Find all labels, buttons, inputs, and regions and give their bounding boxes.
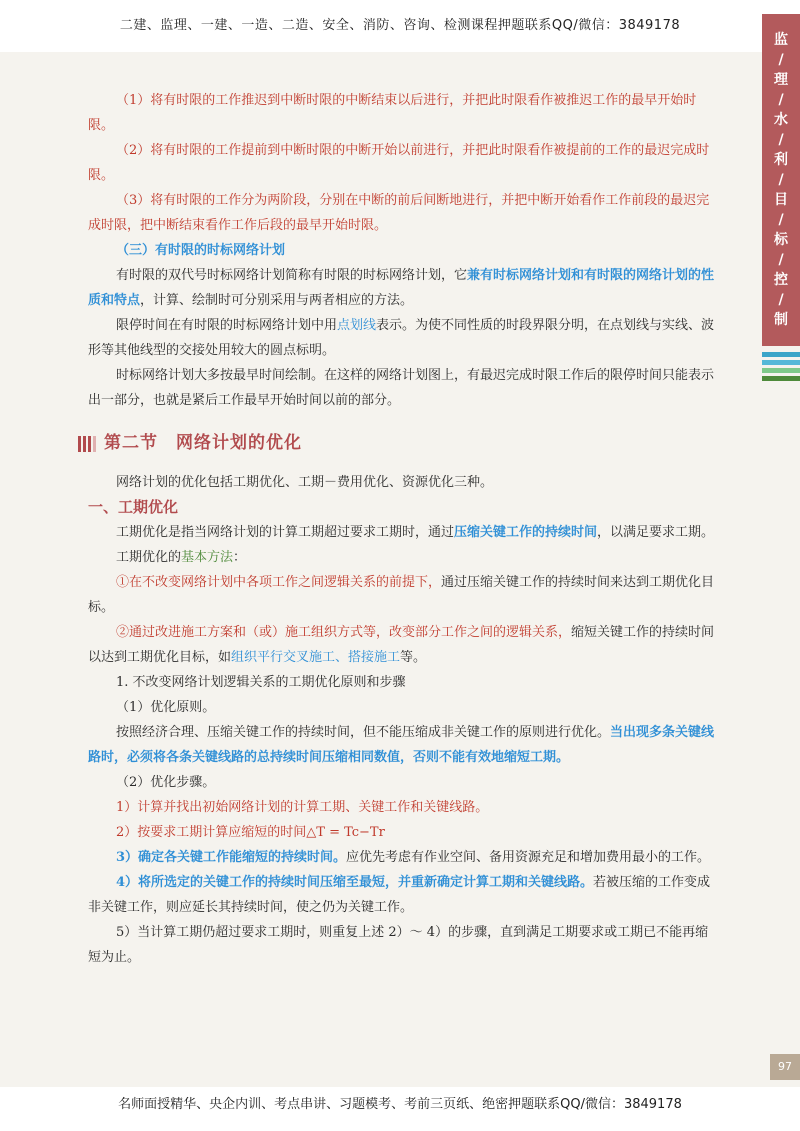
- highlight-text: 压缩关键工作的持续时间: [454, 525, 598, 540]
- paragraph-5: [88, 313, 720, 363]
- paragraph-15: （2）优化步骤。: [116, 775, 216, 790]
- text-run: ，以满足要求工期。: [597, 525, 715, 540]
- text-run: 工期优化的: [116, 550, 182, 565]
- text-run: 若被压缩的工作变成非关键工作，则应延长其持续时间，使之仍为关键工作。: [88, 875, 711, 915]
- text-run: 等。: [400, 650, 427, 665]
- paragraph-1: （1）将有时限的工作推迟到中断时限的中断结束以后进行，并把此时限看作被推迟工作的最早开始时限。: [88, 93, 697, 133]
- side-color-bar: [762, 376, 800, 381]
- side-tab-char: /: [778, 292, 784, 308]
- top-banner: [0, 0, 800, 52]
- highlight-text: 兼有时标网络计划和有时限的网络计划的性质和特点: [88, 268, 715, 308]
- paragraph-6: 时标网络计划大多按最早时间绘制。在这样的网络计划图上，有最迟完成时限工作后的限停时间只能表示出一部分，也就是紧后工作最早开始时间以前的部分。: [88, 368, 715, 408]
- highlight-text: 点划线: [337, 318, 377, 333]
- highlight-text: ①在不改变网络计划中各项工作之间逻辑关系的前提下，: [116, 575, 442, 590]
- bottom-banner: [0, 1087, 800, 1131]
- paragraph-11: [88, 620, 720, 670]
- side-tab-char: 制: [774, 312, 788, 328]
- paragraph-9: [88, 545, 720, 570]
- highlight-text: 基本方法: [181, 550, 234, 565]
- paragraph-12: 1. 不改变网络计划逻辑关系的工期优化原则和步骤: [116, 675, 406, 690]
- side-tab-char: /: [778, 92, 784, 108]
- paragraph-4: [88, 263, 720, 313]
- side-tab-char: /: [778, 172, 784, 188]
- side-tab-char: /: [778, 132, 784, 148]
- side-tab-char: /: [778, 252, 784, 268]
- text-run: 按照经济合理、压缩关键工作的持续时间，但不能压缩成非关键工作的原则进行优化。: [116, 725, 611, 740]
- side-color-bar: [762, 352, 800, 357]
- side-tab-char: 监: [774, 32, 788, 48]
- highlight-text: 当出现多条关键线路时，必须将各条关键线路的总持续时间压缩相同数值，否则不能有效地缩短工期。: [88, 725, 715, 765]
- subheading-timed-network: （三）有时限的时标网络计划: [116, 243, 286, 258]
- text-run: 工期优化是指当网络计划的计算工期超过要求工期时，通过: [116, 525, 455, 540]
- side-tab-char: 水: [774, 112, 788, 128]
- text-run: ，计算、绘制时可分别采用与两者相应的方法。: [140, 293, 414, 308]
- paragraph-17: 2）按要求工期计算应缩短的时间△T = Tc−Tr: [116, 825, 385, 840]
- text-run: 限停时间在有时限的时标网络计划中用: [116, 318, 338, 333]
- side-color-bar: [762, 368, 800, 373]
- paragraph-18: [88, 845, 720, 870]
- side-tab-char: /: [778, 212, 784, 228]
- bottom-banner-text: 名师面授精华、央企内训、考点串讲、习题模考、考前三页纸、绝密押题联系QQ/微信：3849178: [118, 1097, 682, 1112]
- side-tab-char: 目: [774, 192, 788, 208]
- paragraph-19: [88, 870, 720, 920]
- text-run: ：: [233, 550, 247, 565]
- side-tab-char: 控: [774, 272, 788, 288]
- text-run: 表示。为使不同性质的时段界限分明，在点划线与实线、波形等其他线型的交接处用较大的圆点标明。: [88, 318, 715, 358]
- section-title: 第二节 网络计划的优化: [104, 433, 302, 453]
- highlight-text: 4）将所选定的关键工作的持续时间压缩至最短，并重新确定计算工期和关键线路。: [116, 875, 594, 890]
- side-tab-char: /: [778, 52, 784, 68]
- page-number: 97: [770, 1054, 800, 1080]
- side-tab-char: 标: [774, 232, 788, 248]
- paragraph-8: [88, 520, 720, 545]
- paragraph-7: 网络计划的优化包括工期优化、工期－费用优化、资源优化三种。: [116, 475, 494, 490]
- main-content: [88, 88, 720, 970]
- paragraph-16: 1）计算并找出初始网络计划的计算工期、关键工作和关键线路。: [116, 800, 489, 815]
- side-color-bars: [762, 352, 800, 384]
- highlight-text: 3）确定各关键工作能缩短的持续时间。: [116, 850, 347, 865]
- paragraph-13: （1）优化原则。: [116, 700, 216, 715]
- side-tab-char: 理: [774, 72, 788, 88]
- side-chapter-tab: [762, 14, 800, 346]
- side-color-bar: [762, 360, 800, 365]
- text-run: 应优先考虑有作业空间、备用资源充足和增加费用最小的工作。: [346, 850, 711, 865]
- highlight-text: 组织平行交叉施工、搭接施工: [231, 650, 401, 665]
- text-run: 通过压缩关键工作的持续时间来达到工期优化目标。: [88, 575, 715, 615]
- paragraph-3: （3）将有时限的工作分为两阶段，分别在中断的前后间断地进行，并把中断开始看作工作前段的最迟完成时限，把中断结束看作工作后段的最早开始时限。: [88, 193, 710, 233]
- paragraph-14: [88, 720, 720, 770]
- text-run: 缩短关键工作的持续时间以达到工期优化目标，如: [88, 625, 715, 665]
- side-tab-char: 利: [774, 152, 788, 168]
- section-heading: [78, 431, 720, 456]
- top-banner-text: 二建、监理、一建、一造、二造、安全、消防、咨询、检测课程押题联系QQ/微信：3849178: [119, 18, 681, 33]
- section-bars-icon: [78, 436, 96, 452]
- highlight-text: ②通过改进施工方案和（或）施工组织方式等，改变部分工作之间的逻辑关系，: [116, 625, 572, 640]
- text-run: 有时限的双代号时标网络计划简称有时限的时标网络计划，它: [116, 268, 468, 283]
- paragraph-10: [88, 570, 720, 620]
- paragraph-20: 5）当计算工期仍超过要求工期时，则重复上述 2）～ 4）的步骤，直到满足工期要求或工期已不能再缩短为止。: [88, 925, 709, 965]
- paragraph-2: （2）将有时限的工作提前到中断时限的中断开始以前进行，并把此时限看作被提前的工作的最迟完成时限。: [88, 143, 710, 183]
- heading-schedule-optimization: 一、工期优化: [88, 498, 179, 516]
